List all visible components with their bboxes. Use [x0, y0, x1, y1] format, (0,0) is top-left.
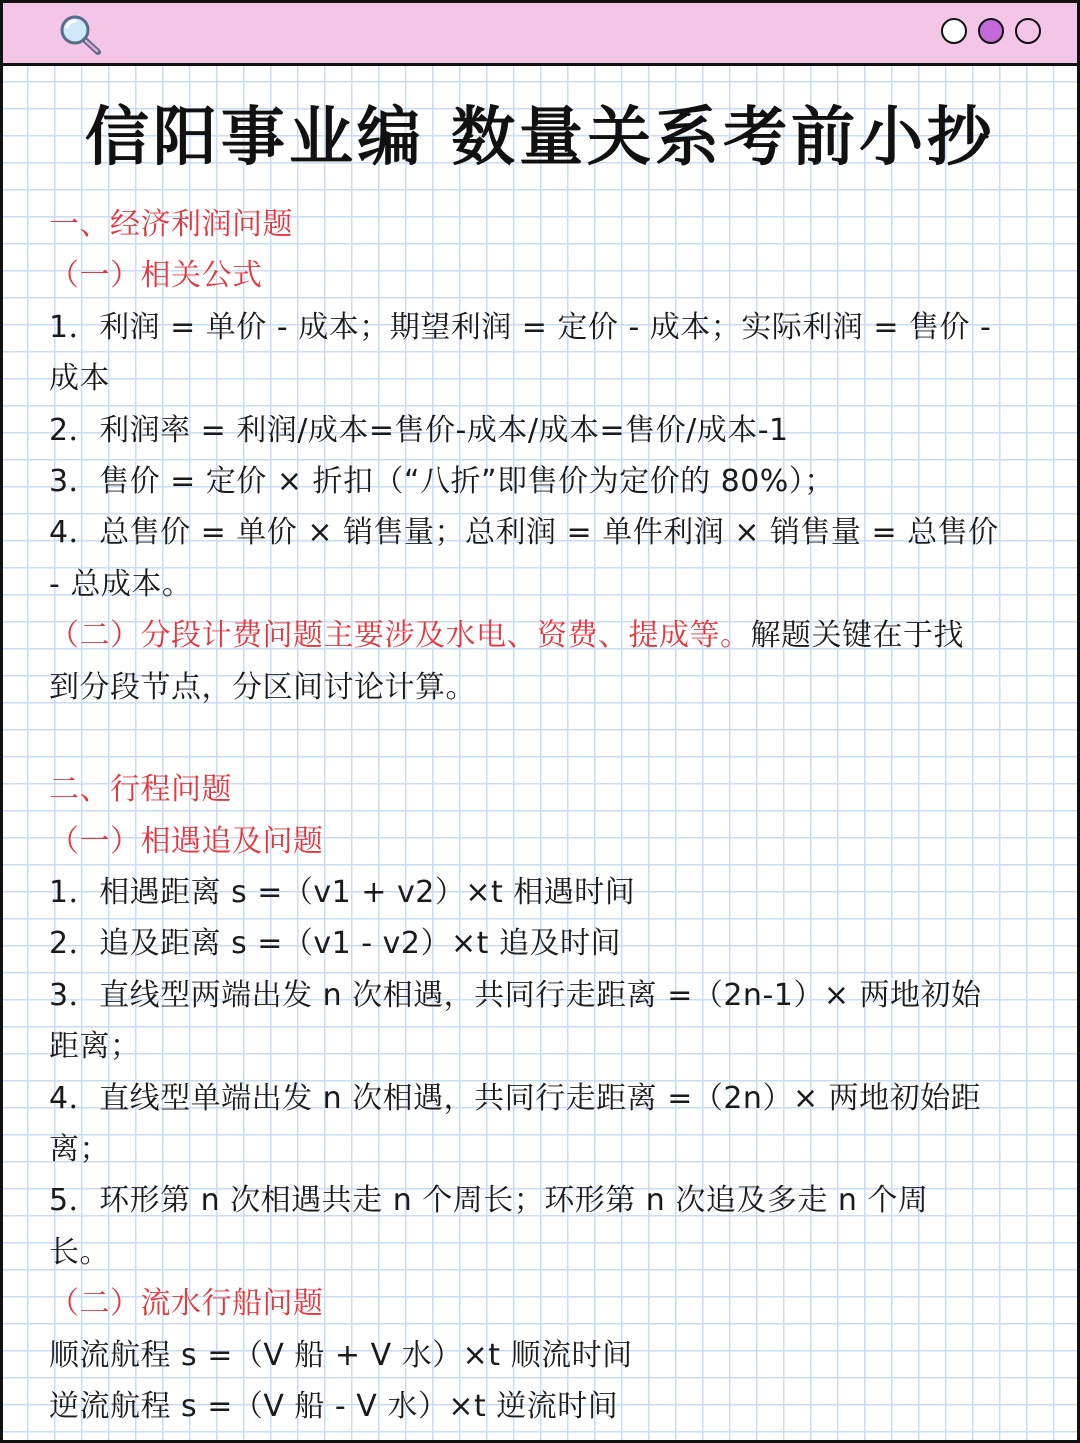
formula-line: 距离； — [49, 1029, 141, 1065]
formula-line: 5．环形第 n 次相遇共走 n 个周长；环形第 n 次追及多走 n 个周 — [49, 1183, 929, 1219]
formula-line: 成本 — [49, 361, 110, 397]
notes-content — [49, 199, 1043, 1432]
formula-line: 1．相遇距离 s =（v1 + v2）×t 相遇时间 — [49, 875, 636, 911]
spacer — [49, 713, 1043, 764]
subheading-tiered-billing-red: （二）分段计费问题主要涉及水电、资费、提成等。 — [49, 618, 751, 654]
text-line: 到分段节点，分区间讨论计算。 — [49, 669, 476, 705]
formula-line: 3．售价 = 定价 × 折扣（“八折”即售价为定价的 80%）； — [49, 463, 835, 499]
subheading-formulas: （一）相关公式 — [49, 258, 263, 294]
formula-line: 逆流航程 s =（V 船 - V 水）×t 逆流时间 — [49, 1388, 619, 1424]
section-heading-travel: 二、行程问题 — [49, 772, 232, 808]
magnifier-icon — [56, 12, 106, 58]
formula-line: 长。 — [49, 1234, 110, 1270]
section-heading-profit: 一、经济利润问题 — [49, 207, 293, 242]
formula-line: 2．利润率 = 利润/成本=售价-成本/成本=售价/成本-1 — [49, 412, 789, 448]
formula-line: - 总成本。 — [49, 566, 193, 602]
formula-line: 4．直线型单端出发 n 次相遇，共同行走距离 =（2n）× 两地初始距 — [49, 1080, 982, 1116]
subheading-tiered-billing — [49, 610, 1043, 661]
subheading-tiered-billing-rest: 解题关键在于找 — [750, 618, 964, 654]
page-title: 信阳事业编 数量关系考前小抄 — [84, 101, 996, 175]
formula-line: 3．直线型两端出发 n 次相遇，共同行走距离 =（2n-1）× 两地初始 — [49, 977, 982, 1013]
formula-line: 顺流航程 s =（V 船 + V 水）×t 顺流时间 — [49, 1337, 633, 1373]
purple-dot-icon — [978, 18, 1004, 44]
pink-dot-icon — [1015, 18, 1041, 44]
subheading-boat-current: （二）流水行船问题 — [49, 1286, 324, 1322]
white-dot-icon — [941, 18, 967, 44]
formula-line: 1．利润 = 单价 - 成本；期望利润 = 定价 - 成本；实际利润 = 售价 - — [49, 309, 992, 345]
window-dots — [941, 18, 1041, 44]
formula-line: 离； — [49, 1132, 110, 1168]
formula-line: 2．追及距离 s =（v1 - v2）×t 追及时间 — [49, 926, 621, 962]
subheading-meet-chase: （一）相遇追及问题 — [49, 823, 324, 859]
formula-line: 4．总售价 = 单价 × 销售量；总利润 = 单件利润 × 销售量 = 总售价 — [49, 515, 999, 551]
top-bar — [3, 3, 1077, 66]
